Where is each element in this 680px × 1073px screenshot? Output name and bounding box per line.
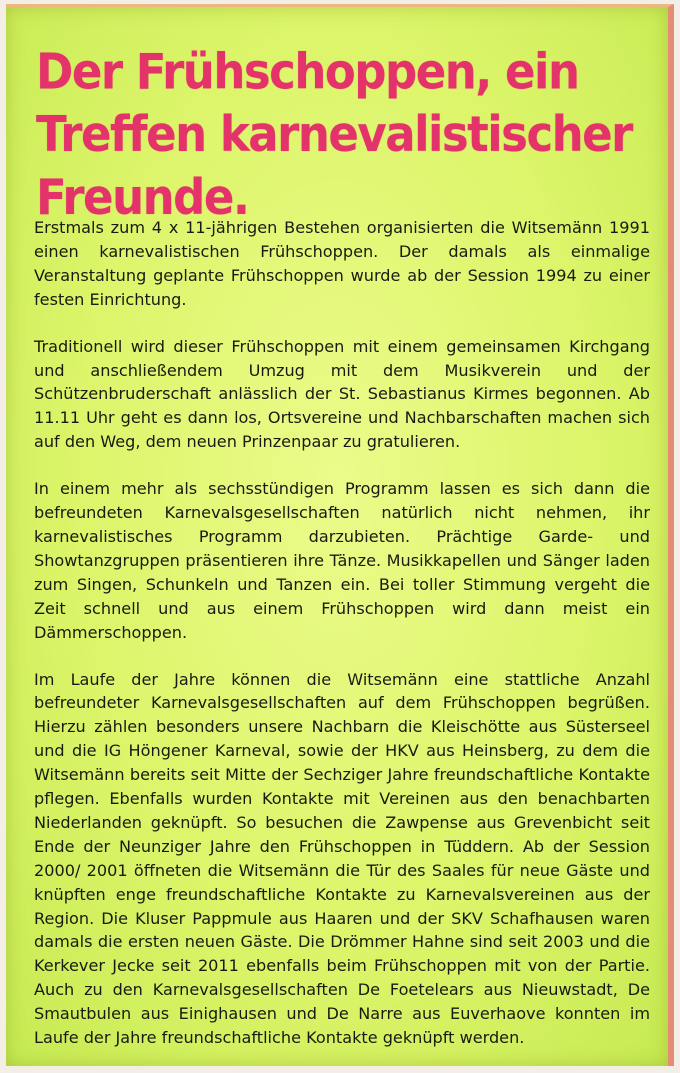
paragraph-program: In einem mehr als sechsstündigen Programm lassen es sich dann die befreundeten Karnevalsgesellschaften natürlich nicht nehmen, ihr karnevalistisches Programm darzubieten. Prächtige Garde- und Showtanzgruppen präsentieren ihre Tänze. Musikkapellen und Sänger laden zum Singen, Schunkeln und Tanzen ein. Bei toller Stimmung vergeht die Zeit schnell und aus einem Frühschoppen wird dann meist ein Dämmerschoppen.	[34, 479, 650, 642]
paragraph-tradition: Traditionell wird dieser Frühschoppen mit einem gemeinsamen Kirchgang und anschließendem Umzug mit dem Musikverein und der Schützenbruderschaft anlässlich der St. Sebastianus Kirmes begonnen. Ab 11.11 Uhr geht es dann los, Ortsvereine und Nachbarschaften machen sich auf den Weg, dem neuen Prinzenpaar zu gratulieren.	[34, 336, 650, 452]
page-background	[6, 4, 674, 1066]
paragraph-guests: Im Laufe der Jahre können die Witsemänn eine stattliche Anzahl befreundeter Karnevalsgesellschaften auf dem Frühschoppen begrüßen. Hierzu zählen besonders unsere Nachbarn die Kleischötte aus Süsterseel und die IG Höngener Karneval, sowie der HKV aus Heinsberg, zu dem die Witsemänn bereits seit Mitte der Sechziger Jahre freundschaftliche Kontakte pflegen. Ebenfalls wurden Kontakte mit Vereinen aus den benachbarten Niederlanden geknüpft. So besuchen die Zawpense aus Grevenbicht seit Ende der Neunziger Jahre den Frühschoppen in Tüddern. Ab der Session 2000/ 2001 öffneten die Witsemänn die Tür des Saales für neue Gäste und knüpften enge freundschaftliche Kontakte zu Karnevalsvereinen aus der Region. Die Kluser Pappmule aus Haaren und der SKV Schafhausen waren damals die ersten neuen Gäste. Die Drömmer Hahne sind seit 2003 und die Kerkever Jecke seit 2011 ebenfalls beim Frühschoppen mit von der Partie. Auch zu den Karnevalsgesellschaften De Foetelears aus Nieuwstadt, De Smautbulen aus Einighausen und De Narre aus Euverhaove konnten im Laufe der Jahre freundschaftliche Kontakte geknüpft werden.	[34, 669, 650, 1048]
paragraph-intro: Erstmals zum 4 x 11-jährigen Bestehen organisierten die Witsemänn 1991 einen karnevalistischen Frühschoppen. Der damals als einmalige Veranstaltung geplante Frühschoppen wurde ab der Session 1994 zu einer festen Einrichtung.	[34, 218, 650, 309]
page-title: Der Frühschoppen, ein Treffen karnevalistischer Freunde.	[36, 43, 632, 226]
article-body	[34, 216, 650, 1073]
